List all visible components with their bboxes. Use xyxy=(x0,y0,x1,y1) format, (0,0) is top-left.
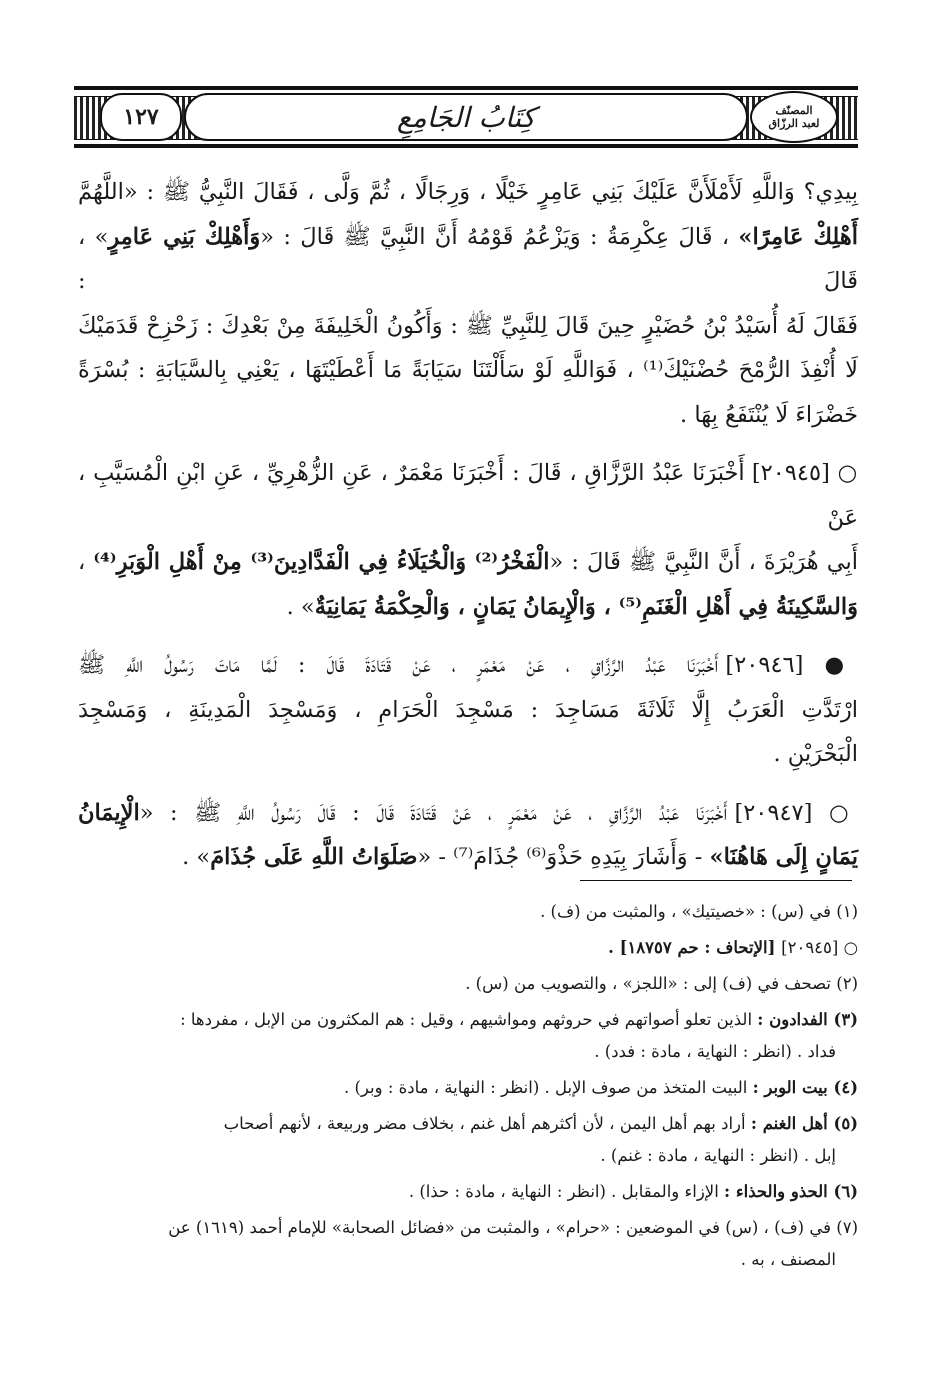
prophetic-quote: يَمَانٍ إِلَى هَاهُنَا» xyxy=(709,844,858,870)
text-line: لَا أُنْفِذَ الرُّمْحَ حُضْنَيْكَ⁽¹⁾ ، فَوَاللَّهِ لَوْ سَأَلْتَنَا سَيَابَةً مَا أَعْطَيْتَهَا ، يَعْنِي بِالسَّيَابَةِ : بُسْرَةً xyxy=(78,357,858,383)
hadith-20945 xyxy=(78,451,858,629)
seal-line-1: المصنّف xyxy=(775,104,813,117)
footnote-term: (٣) الفدادون : xyxy=(757,1010,858,1029)
text-line: الْبَحْرَيْنِ . xyxy=(773,741,858,767)
header-title-box xyxy=(184,93,748,141)
footnote-term: (٦) الحذو والحذاء : xyxy=(724,1182,858,1201)
text-run: أَخْبَرَنَا عَبْدُ الرَّزَّاقِ ، قَالَ : أَخْبَرَنَا مَعْمَرٌ ، عَنِ الزُّهْرِيِّ ، عَنِ ابْنِ الْمُسَيَّبِ ، عَنْ xyxy=(78,460,858,531)
text-run: أَخْبَرَنَا عَبْدُ الرَّزَّاقِ ، عَنْ مَعْمَرٍ ، عَنْ قَتَادَةَ قَالَ : لَمَّا مَاتَ رَسُولُ اللَّهِ ﷺ xyxy=(78,652,726,678)
footnote-2: (٢) تصحف في (ف) إلى : «اللجز» ، والتصويب من (س) . xyxy=(465,974,858,993)
prophetic-quote: أَهْلِكْ عَامِرًا» xyxy=(738,223,858,250)
prophetic-quote: صَلَوَاتُ اللَّهِ عَلَى جُذَامَ xyxy=(210,844,418,870)
text-line xyxy=(78,835,858,880)
hadith-20946 xyxy=(78,643,858,777)
text-line xyxy=(78,791,858,836)
footnote-6 xyxy=(78,1176,858,1208)
hadith-number: ● [٢٠٩٤٦] xyxy=(725,652,858,678)
text-run: - وَأَشَارَ بِيَدِهِ حَذْوَ⁽⁶⁾ جُذَامَ⁽⁷⁾ - « xyxy=(417,844,710,870)
footnote-hadith-ref xyxy=(78,932,858,964)
prophetic-quote: وَالسَّكِينَةُ فِي أَهْلِ الْغَنَمِ⁽⁵⁾ ، وَالْإِيمَانُ يَمَانٍ ، وَالْحِكْمَةُ يَمَانِيَةٌ xyxy=(314,593,858,620)
hadith-number: ○ [٢٠٩٤٧] xyxy=(734,799,858,826)
text-run: » . xyxy=(182,844,211,870)
footnote-text: المصنف ، به . xyxy=(740,1250,836,1269)
text-line: فَقَالَ لَهُ أُسَيْدُ بْنُ حُضَيْرٍ حِينَ قَالَ لِلنَّبِيِّ ﷺ : وَأَكُونُ الْخَلِيفَةَ مِنْ بَعْدِكَ : زَحْزِحْ قَدَمَيْكَ xyxy=(78,312,858,339)
book-seal xyxy=(750,91,838,143)
footnote-term: (٥) أهل الغنم : xyxy=(750,1114,858,1133)
paragraph-continuation xyxy=(78,170,858,437)
text-line xyxy=(78,451,858,540)
prophetic-quote: الْإِيمَانُ xyxy=(78,799,140,826)
footnote-3 xyxy=(78,1004,858,1068)
footnote-4 xyxy=(78,1072,858,1104)
footnote-text: فداد . (انظر : النهاية ، مادة : فدد) . xyxy=(594,1042,836,1061)
chapter-title: كِتَابُ الجَامِعِ xyxy=(396,100,536,134)
text-line xyxy=(78,643,858,688)
seal-line-2: لعبد الرزّاق xyxy=(768,117,820,130)
footnote-text: الإزاء والمقابل . (انظر : النهاية ، مادة : حذا) . xyxy=(408,1182,725,1201)
text-line: بِيدِي؟ وَاللَّهِ لَأَمْلَأَنَّ عَلَيْكَ بَنِي عَامِرٍ خَيْلًا ، وَرِجَالًا ، ثُمَّ وَلَّى ، فَقَالَ النَّبِيُّ ﷺ : «اللَّهُمَّ xyxy=(78,179,858,205)
hadith-number: ○ [٢٠٩٤٥] xyxy=(781,938,858,957)
footnote-ref: [الإتحاف : حم ١٨٧٥٧] . xyxy=(608,938,782,957)
text-line: ارْتَدَّتِ الْعَرَبُ إِلَّا ثَلَاثَةَ مَسَاجِدَ : مَسْجِدَ الْحَرَامِ ، وَمَسْجِدَ الْمَدِينَةِ ، وَمَسْجِدَ xyxy=(78,696,858,723)
hadith-20947 xyxy=(78,791,858,880)
text-run: أَبِي هُرَيْرَةَ ، أَنَّ النَّبِيَّ ﷺ قَالَ : « xyxy=(549,549,858,575)
prophetic-quote: وَأَهْلِكْ بَنِي عَامِرٍ xyxy=(108,223,261,250)
footnote-text: أراد بهم أهل اليمن ، لأن أكثرهم أهل غنم ، بخلاف مضر وربيعة ، لأنهم أصحاب xyxy=(223,1114,751,1133)
text-run: ، قَالَ عِكْرِمَةُ : وَيَزْعُمُ قَوْمُهُ أَنَّ النَّبِيَّ ﷺ قَالَ : « xyxy=(260,223,739,250)
text-run: أَخْبَرَنَا عَبْدُ الرَّزَّاقِ ، عَنْ مَعْمَرٍ ، عَنْ قَتَادَةَ قَالَ : قَالَ رَسُولُ اللَّهِ ﷺ : « xyxy=(139,799,735,826)
text-run: » ، قَالَ : xyxy=(78,223,858,294)
footnotes xyxy=(78,896,858,1280)
page-header xyxy=(74,86,858,148)
hadith-number: ○ [٢٠٩٤٥] xyxy=(751,460,858,486)
text-line xyxy=(78,540,858,585)
page-number: ١٢٧ xyxy=(100,93,182,141)
text-line xyxy=(78,585,858,630)
text-line xyxy=(78,215,858,304)
footnote-term: (٤) بيت الوبر : xyxy=(752,1078,858,1097)
text-run: » . xyxy=(286,593,315,620)
footnote-divider xyxy=(580,880,852,881)
prophetic-quote: الْفَخْرُ⁽²⁾ وَالْخُيَلَاءُ فِي الْفَدَّادِينَ⁽³⁾ مِنْ أَهْلِ الْوَبَرِ⁽⁴⁾ xyxy=(93,549,550,575)
text-run: ، xyxy=(78,549,94,575)
footnote-text: البيت المتخذ من صوف الإبل . (انظر : النهاية ، مادة : وبر) . xyxy=(343,1078,753,1097)
footnote-text: الذين تعلو أصواتهم في حروثهم ومواشيهم ، وقيل : هم المكثرون من الإبل ، مفردها : xyxy=(180,1010,758,1029)
main-text xyxy=(78,170,858,894)
footnote-5 xyxy=(78,1108,858,1172)
footnote-1: (١) في (س) : «خصيتيك» ، والمثبت من (ف) . xyxy=(540,902,858,921)
footnote-7 xyxy=(78,1212,858,1276)
text-line: خَضْرَاءَ لَا يُنْتَفَعُ بِهَا . xyxy=(680,401,858,428)
footnote-text: إبل . (انظر : النهاية ، مادة : غنم) . xyxy=(600,1146,836,1165)
footnote-text: (٧) في (ف) ، (س) في الموضعين : «حرام» ، والمثبت من «فضائل الصحابة» للإمام أحمد (١٦١٩) عن xyxy=(168,1218,858,1237)
